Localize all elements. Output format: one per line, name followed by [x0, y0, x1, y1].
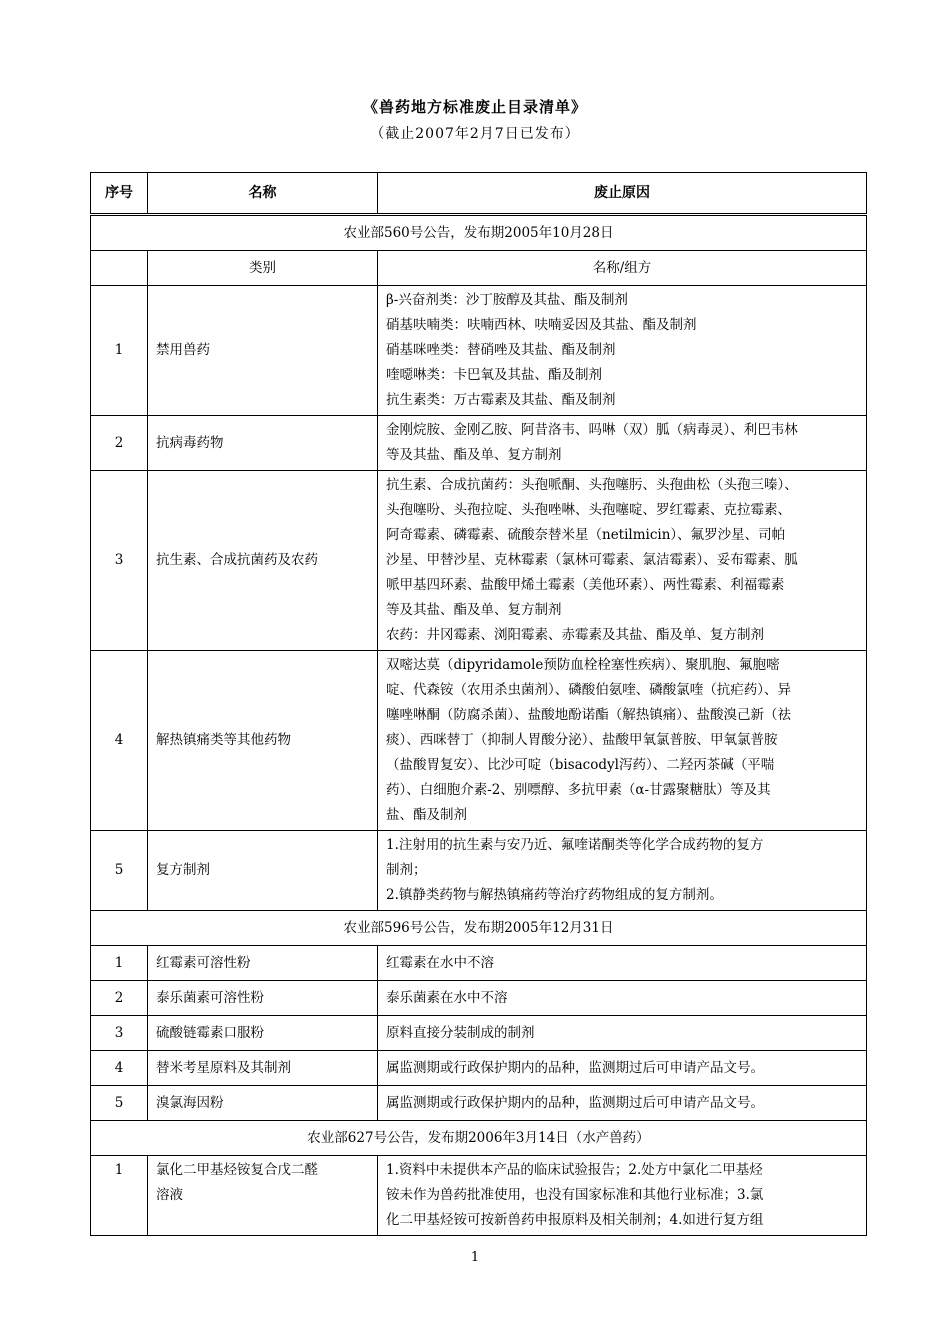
reason-line: 1.注射用的抗生素与安乃近、氟喹诺酮类等化学合成药物的复方 [386, 837, 764, 853]
name-line: 氯化二甲基烃铵复合戊二醛 [156, 1162, 318, 1178]
reason-line: 抗生素类：万古霉素及其盐、酯及制剂 [386, 392, 616, 408]
row-name: 溴氯海因粉 [148, 1086, 378, 1121]
row-reason [378, 286, 867, 416]
reason-line: （盐酸胃复安）、比沙可啶（bisacodyl泻药）、二羟丙茶碱（平喘 [386, 757, 775, 773]
reason-line: 制剂； [386, 862, 427, 878]
table-row [91, 471, 867, 651]
row-number: 2 [91, 981, 148, 1016]
row-name: 硫酸链霉素口服粉 [148, 1016, 378, 1051]
row-number: 3 [91, 1016, 148, 1051]
reason-line: 头孢噻吩、头孢拉啶、头孢唑啉、头孢噻啶、罗红霉素、克拉霉素、 [386, 502, 791, 518]
row-number: 4 [91, 651, 148, 831]
table-row [91, 1016, 867, 1051]
section-title-row [91, 911, 867, 946]
reason-line: 硝基呋喃类：呋喃西林、呋喃妥因及其盐、酯及制剂 [386, 317, 697, 333]
section2-title: 农业部596号公告，发布期2005年12月31日 [91, 911, 867, 946]
row-reason [378, 831, 867, 911]
header-name: 名称 [148, 173, 378, 215]
table-row [91, 416, 867, 471]
reason-line: 1.资料中未提供本产品的临床试验报告；2.处方中氯化二甲基烃 [386, 1162, 763, 1178]
table-row [91, 1086, 867, 1121]
header-reason: 废止原因 [378, 173, 867, 215]
section-title-row [91, 215, 867, 251]
row-reason [378, 651, 867, 831]
document-title: 《兽药地方标准废止目录清单》 [362, 98, 587, 116]
abolished-standards-table [90, 172, 867, 1236]
reason-line: 啶、代森铵（农用杀虫菌剂）、磷酸伯氨喹、磷酸氯喹（抗疟药）、异 [386, 682, 791, 698]
row-number: 5 [91, 1086, 148, 1121]
sub-header-formula: 名称/组方 [378, 251, 867, 286]
reason-line: 铵未作为兽药批准使用，也没有国家标准和其他行业标准；3.氯 [386, 1187, 764, 1203]
row-reason: 属监测期或行政保护期内的品种，监测期过后可申请产品文号。 [378, 1086, 867, 1121]
row-name [148, 1156, 378, 1236]
row-reason: 红霉素在水中不溶 [378, 946, 867, 981]
page-number: 1 [470, 1250, 480, 1265]
row-name: 禁用兽药 [148, 286, 378, 416]
row-reason: 原料直接分装制成的制剂 [378, 1016, 867, 1051]
reason-line: 双嘧达莫（dipyridamole预防血栓栓塞性疾病）、聚肌胞、氟胞嘧 [386, 657, 780, 673]
reason-line: 盐、酯及制剂 [386, 807, 467, 823]
row-name: 解热镇痛类等其他药物 [148, 651, 378, 831]
reason-line: 喹噁啉类：卡巴氧及其盐、酯及制剂 [386, 367, 602, 383]
row-reason [378, 416, 867, 471]
header-no: 序号 [91, 173, 148, 215]
reason-line: 等及其盐、酯及单、复方制剂 [386, 602, 562, 618]
table-row [91, 651, 867, 831]
row-reason: 属监测期或行政保护期内的品种，监测期过后可申请产品文号。 [378, 1051, 867, 1086]
table-row [91, 946, 867, 981]
reason-line: 化二甲基烃铵可按新兽药申报原料及相关制剂；4.如进行复方组 [386, 1212, 764, 1228]
name-line: 溶液 [156, 1187, 183, 1203]
reason-line: 沙星、甲替沙星、克林霉素（氯林可霉素、氯洁霉素）、妥布霉素、胍 [386, 552, 798, 568]
row-reason [378, 471, 867, 651]
reason-line: 金刚烷胺、金刚乙胺、阿昔洛韦、吗啉（双）胍（病毒灵）、利巴韦林 [386, 422, 798, 438]
section1-title: 农业部560号公告，发布期2005年10月28日 [91, 215, 867, 251]
table-row [91, 286, 867, 416]
document-subtitle: （截止2007年2月7日已发布） [370, 126, 580, 142]
row-reason [378, 1156, 867, 1236]
table-row [91, 1051, 867, 1086]
row-name: 抗病毒药物 [148, 416, 378, 471]
sub-header-row [91, 251, 867, 286]
reason-line: 痰）、西咪替丁（抑制人胃酸分泌）、盐酸甲氧氯普胺、甲氧氯普胺 [386, 732, 778, 748]
reason-line: 噻唑啉酮（防腐杀菌）、盐酸地酚诺酯（解热镇痛）、盐酸溴己新（祛 [386, 707, 791, 723]
reason-line: 抗生素、合成抗菌药：头孢哌酮、头孢噻肟、头孢曲松（头孢三嗪）、 [386, 477, 798, 493]
row-number: 1 [91, 1156, 148, 1236]
reason-line: 药）、白细胞介素-2、别嘌醇、多抗甲素（α-甘露聚糖肽）等及其 [386, 782, 771, 798]
row-name: 替米考星原料及其制剂 [148, 1051, 378, 1086]
row-number: 3 [91, 471, 148, 651]
reason-line: 阿奇霉素、磷霉素、硫酸奈替米星（netilmicin）、氟罗沙星、司帕 [386, 527, 786, 543]
row-name: 红霉素可溶性粉 [148, 946, 378, 981]
table-header-row [91, 173, 867, 215]
row-number: 5 [91, 831, 148, 911]
row-name: 复方制剂 [148, 831, 378, 911]
row-number: 1 [91, 946, 148, 981]
table-row [91, 831, 867, 911]
row-name: 抗生素、合成抗菌药及农药 [148, 471, 378, 651]
row-number: 1 [91, 286, 148, 416]
reason-line: β-兴奋剂类：沙丁胺醇及其盐、酯及制剂 [386, 292, 628, 308]
reason-line: 硝基咪唑类：替硝唑及其盐、酯及制剂 [386, 342, 616, 358]
reason-line: 等及其盐、酯及单、复方制剂 [386, 447, 562, 463]
section-title-row [91, 1121, 867, 1156]
row-number: 4 [91, 1051, 148, 1086]
sub-header-empty [91, 251, 148, 286]
row-number: 2 [91, 416, 148, 471]
row-reason: 泰乐菌素在水中不溶 [378, 981, 867, 1016]
reason-line: 哌甲基四环素、盐酸甲烯土霉素（美他环素）、两性霉素、利福霉素 [386, 577, 785, 593]
row-name: 泰乐菌素可溶性粉 [148, 981, 378, 1016]
table-row [91, 1156, 867, 1236]
section3-title: 农业部627号公告，发布期2006年3月14日（水产兽药） [91, 1121, 867, 1156]
table-row [91, 981, 867, 1016]
reason-line: 农药：井冈霉素、浏阳霉素、赤霉素及其盐、酯及单、复方制剂 [386, 627, 764, 643]
reason-line: 2.镇静类药物与解热镇痛药等治疗药物组成的复方制剂。 [386, 887, 723, 903]
sub-header-category: 类别 [148, 251, 378, 286]
